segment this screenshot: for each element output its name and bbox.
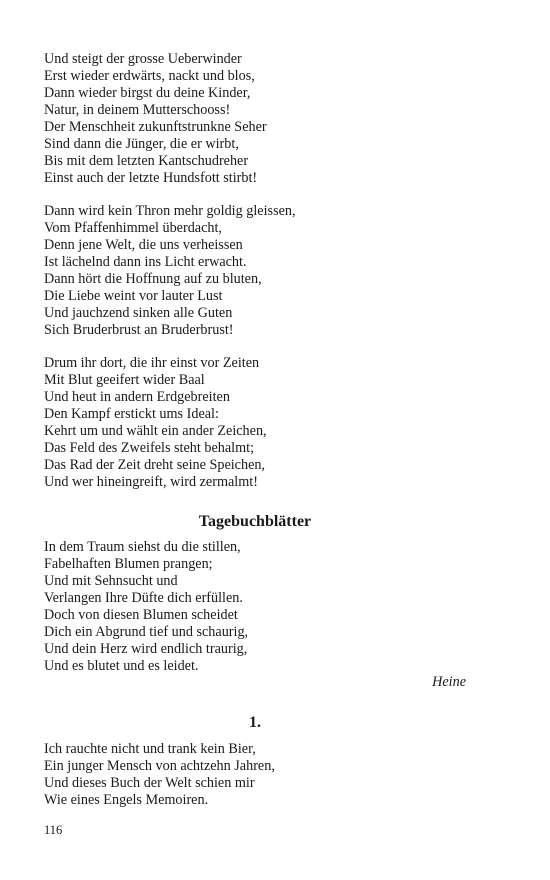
epigraph-author: Heine <box>432 674 466 690</box>
section-title: Tagebuchblätter <box>198 513 312 530</box>
poem-number: 1. <box>249 714 261 731</box>
verse-line: Erst wieder erdwärts, nackt und blos, <box>44 68 255 84</box>
verse-line: Und steigt der grosse Ueberwinder <box>44 51 242 67</box>
verse-line: Ist lächelnd dann ins Licht erwacht. <box>44 254 247 270</box>
verse-line: Natur, in deinem Mutterschooss! <box>44 102 231 118</box>
verse-line: Einst auch der letzte Hundsfott stirbt! <box>44 170 258 186</box>
verse-line: Dann wird kein Thron mehr goldig gleissen, <box>44 203 296 219</box>
verse-line: Dann wieder birgst du deine Kinder, <box>44 85 251 101</box>
verse-line: Und dieses Buch der Welt schien mir <box>44 775 255 791</box>
verse-line: Den Kampf erstickt ums Ideal: <box>44 406 219 422</box>
verse-line: Und wer hineingreift, wird zermalmt! <box>44 474 258 490</box>
verse-line: Das Feld des Zweifels steht behalmt; <box>44 440 255 456</box>
verse-line: Das Rad der Zeit dreht seine Speichen, <box>44 457 266 473</box>
epigraph-line: Verlangen Ihre Düfte dich erfüllen. <box>44 590 243 606</box>
epigraph-line: Fabelhaften Blumen prangen; <box>44 556 213 572</box>
verse-line: Sind dann die Jünger, die er wirbt, <box>44 136 239 152</box>
epigraph-line: Doch von diesen Blumen scheidet <box>44 607 238 623</box>
verse-line: Sich Bruderbrust an Bruderbrust! <box>44 322 234 338</box>
page-number: 116 <box>44 823 63 837</box>
verse-line: Dann hört die Hoffnung auf zu bluten, <box>44 271 262 287</box>
epigraph-line: Dich ein Abgrund tief und schaurig, <box>44 624 249 640</box>
epigraph-line: Und mit Sehnsucht und <box>44 573 178 589</box>
verse-line: Ein junger Mensch von achtzehn Jahren, <box>44 758 275 774</box>
verse-line: Kehrt um und wählt ein ander Zeichen, <box>44 423 267 439</box>
verse-line: Bis mit dem letzten Kantschudreher <box>44 153 249 169</box>
verse-line: Die Liebe weint vor lauter Lust <box>44 288 223 304</box>
verse-line: Mit Blut geeifert wider Baal <box>44 372 205 388</box>
verse-line: Und heut in andern Erdgebreiten <box>44 389 230 405</box>
verse-line: Und jauchzend sinken alle Guten <box>44 305 233 321</box>
epigraph-line: Und es blutet und es leidet. <box>44 658 199 674</box>
verse-line: Der Menschheit zukunftstrunkne Seher <box>44 119 267 135</box>
verse-line: Vom Pfaffenhimmel überdacht, <box>44 220 222 236</box>
epigraph-line: In dem Traum siehst du die stillen, <box>44 539 241 555</box>
verse-line: Wie eines Engels Memoiren. <box>44 792 209 808</box>
verse-line: Denn jene Welt, die uns verheissen <box>44 237 243 253</box>
verse-line: Ich rauchte nicht und trank kein Bier, <box>44 741 256 757</box>
verse-line: Drum ihr dort, die ihr einst vor Zeiten <box>44 355 260 371</box>
epigraph-line: Und dein Herz wird endlich traurig, <box>44 641 248 657</box>
